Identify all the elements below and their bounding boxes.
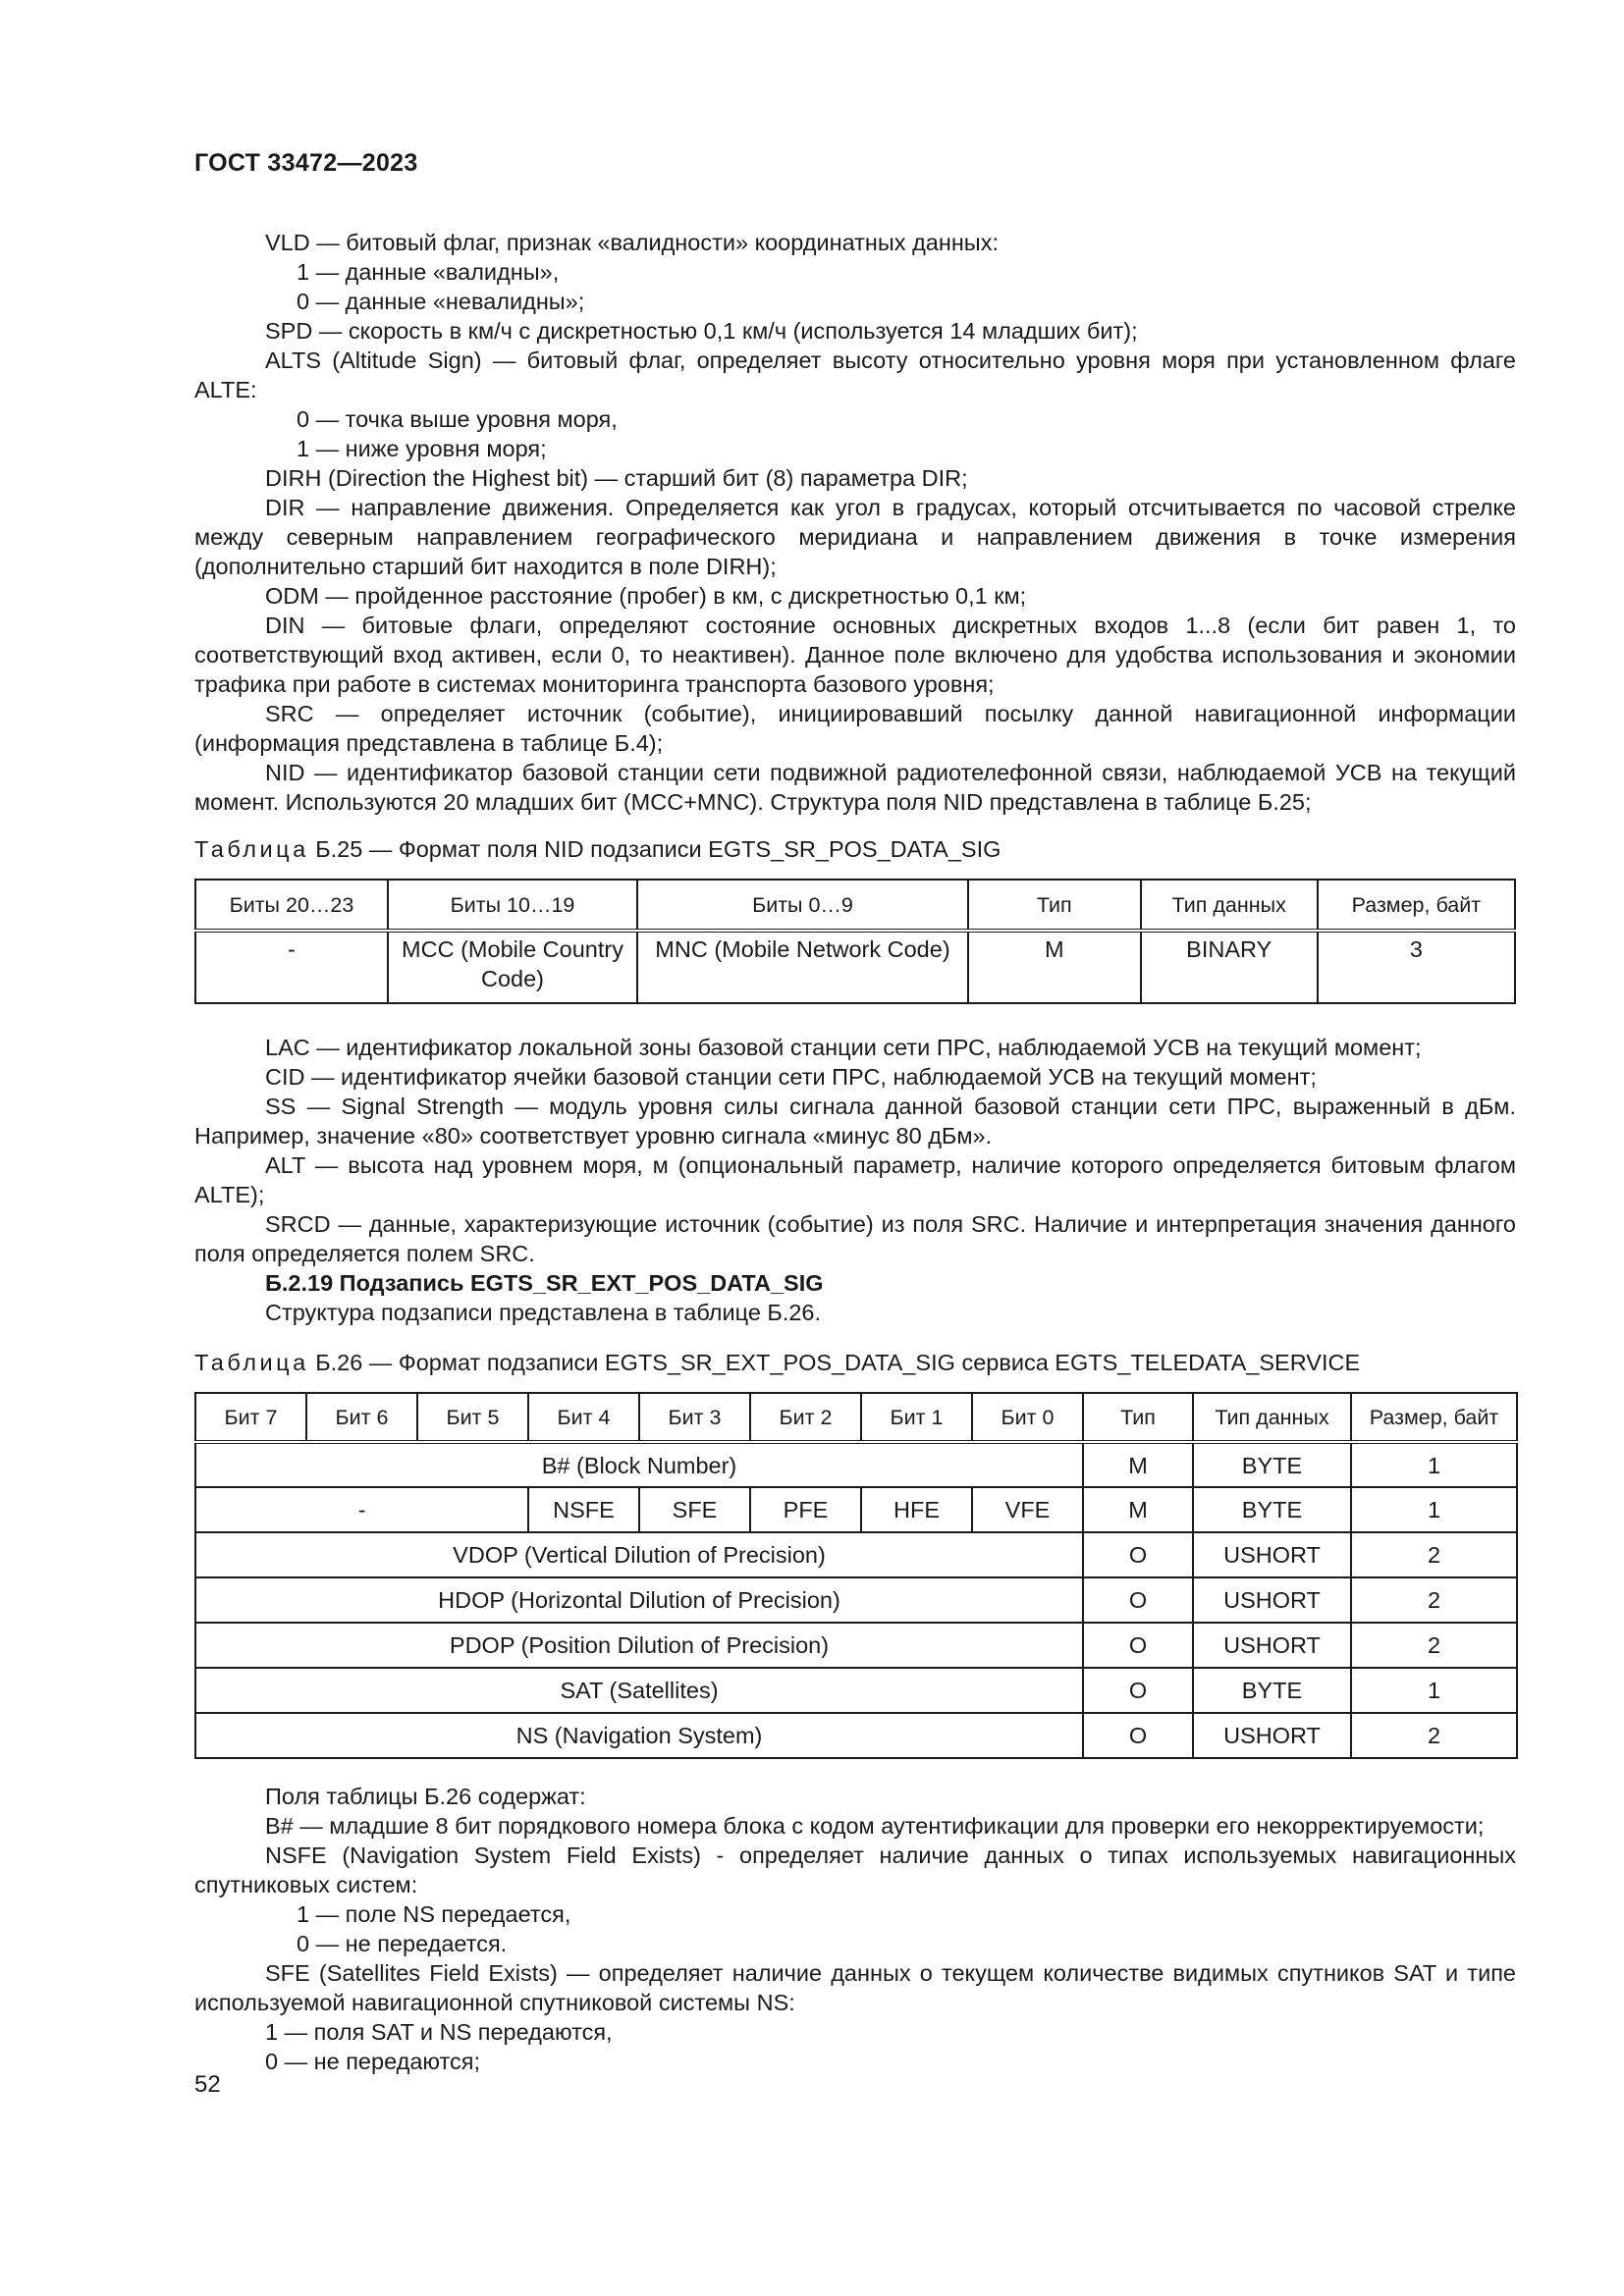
table-cell: USHORT (1193, 1532, 1351, 1577)
table-b25 (194, 879, 1516, 1004)
table-cell: 2 (1351, 1623, 1517, 1668)
table-row (195, 1577, 1517, 1623)
paragraph: ALT — высота над уровнем моря, м (опциональный параметр, наличие которого определяется битовым флагом ALTE); (194, 1152, 1516, 1207)
paragraph: Поля таблицы Б.26 содержат: (265, 1784, 586, 1809)
table-cell: HFE (861, 1487, 972, 1532)
paragraph: DIRH (Direction the Highest bit) — старший бит (8) параметра DIR; (265, 465, 968, 491)
header-cell: Бит 4 (528, 1393, 639, 1442)
paragraph: 0 — не передаются; (265, 2049, 481, 2074)
table-cell: NSFE (528, 1487, 639, 1532)
table-row (195, 1623, 1517, 1668)
table-cell: O (1083, 1668, 1193, 1713)
table-cell: 2 (1351, 1577, 1517, 1623)
paragraph: CID — идентификатор ячейки базовой станции сети ПРС, наблюдаемой УСВ на текущий момент; (265, 1064, 1317, 1090)
header-cell: Бит 0 (972, 1393, 1083, 1442)
header-cell: Размер, байт (1318, 880, 1515, 931)
table-cell: O (1083, 1713, 1193, 1758)
table-cell: NS (Navigation System) (195, 1713, 1083, 1758)
table-cell: SAT (Satellites) (195, 1668, 1083, 1713)
header-cell: Бит 5 (417, 1393, 528, 1442)
header-cell: Бит 1 (861, 1393, 972, 1442)
paragraph: 1 — поле NS передается, (297, 1901, 571, 1927)
caption-text: Б.26 — Формат подзаписи EGTS_SR_EXT_POS_DATA_SIG сервиса EGTS_TELEDATA_SERVICE (315, 1350, 1361, 1375)
paragraph: DIR — направление движения. Определяется как угол в градусах, который отсчитывается по часовой стрелке между северным направлением географического меридиана и направлением движения в точке измерения (дополнительно старший бит находится в поле DIRH); (194, 495, 1516, 579)
paragraph: Структура подзаписи представлена в таблице Б.26. (265, 1300, 822, 1325)
table-cell: USHORT (1193, 1623, 1351, 1668)
header-cell: Биты 20…23 (195, 880, 388, 931)
header-cell: Бит 3 (639, 1393, 750, 1442)
table-row (195, 931, 1515, 1003)
definitions-block-2 (194, 1033, 1516, 1327)
table-cell: HDOP (Horizontal Dilution of Precision) (195, 1577, 1083, 1623)
table-cell: BYTE (1193, 1442, 1351, 1487)
header-cell: Бит 6 (306, 1393, 417, 1442)
paragraph: NID — идентификатор базовой станции сети подвижной радиотелефонной связи, наблюдаемой УСВ на текущий момент. Используются 20 младших бит (MCC+MNC). Структура поля NID представлена в таблице Б.25; (194, 760, 1516, 815)
paragraph: 0 — точка выше уровня моря, (297, 406, 618, 432)
table-cell: - (195, 931, 388, 1003)
paragraph: LAC — идентификатор локальной зоны базовой станции сети ПРС, наблюдаемой УСВ на текущий момент; (265, 1035, 1422, 1060)
table-cell: MCC (Mobile Country Code) (388, 931, 637, 1003)
table-cell: 3 (1318, 931, 1515, 1003)
table-cell: BINARY (1141, 931, 1318, 1003)
table-row (195, 1713, 1517, 1758)
header-cell: Тип данных (1141, 880, 1318, 931)
table-cell: 2 (1351, 1532, 1517, 1577)
table-cell: O (1083, 1577, 1193, 1623)
paragraph: SPD — скорость в км/ч с дискретностью 0,1 км/ч (используется 14 младших бит); (265, 318, 1138, 344)
table-b25-caption (194, 836, 1001, 863)
page-number: 52 (194, 2071, 221, 2098)
paragraph: 1 — поля SAT и NS передаются, (265, 2019, 613, 2045)
paragraph: SRC — определяет источник (событие), инициировавший посылку данной навигационной информации (информация представлена в таблице Б.4); (194, 701, 1516, 756)
caption-prefix: Таблица (194, 836, 309, 862)
paragraph: 0 — данные «невалидны»; (297, 289, 585, 314)
table-cell: 1 (1351, 1668, 1517, 1713)
table-cell: BYTE (1193, 1487, 1351, 1532)
table-row (195, 1532, 1517, 1577)
caption-prefix: Таблица (194, 1350, 309, 1375)
header-cell: Биты 10…19 (388, 880, 637, 931)
paragraph: SS — Signal Strength — модуль уровня силы сигнала данной базовой станции сети ПРС, выраженный в дБм. Например, значение «80» соответствует уровню сигнала «минус 80 дБм». (194, 1094, 1516, 1148)
header-cell: Тип (968, 880, 1141, 931)
table-cell: M (968, 931, 1141, 1003)
table-cell: MNC (Mobile Network Code) (637, 931, 968, 1003)
header-cell: Биты 0…9 (637, 880, 968, 931)
table-cell: VDOP (Vertical Dilution of Precision) (195, 1532, 1083, 1577)
table-cell: O (1083, 1532, 1193, 1577)
table-header-row (195, 880, 1515, 931)
table-cell: - (195, 1487, 528, 1532)
table-cell: BYTE (1193, 1668, 1351, 1713)
paragraph: 0 — не передается. (297, 1931, 508, 1956)
paragraph: 1 — ниже уровня моря; (297, 436, 547, 461)
header-cell: Тип (1083, 1393, 1193, 1442)
table-cell: M (1083, 1487, 1193, 1532)
table-header-row (195, 1393, 1517, 1442)
table-cell: 1 (1351, 1487, 1517, 1532)
definitions-block-1 (194, 228, 1516, 817)
table-row (195, 1442, 1517, 1487)
paragraph: ALTS (Altitude Sign) — битовый флаг, определяет высоту относительно уровня моря при установленном флаге ALTE: (194, 347, 1516, 402)
header-cell: Тип данных (1193, 1393, 1351, 1442)
table-cell: 1 (1351, 1442, 1517, 1487)
paragraph: VLD — битовый флаг, признак «валидности» координатных данных: (265, 230, 999, 255)
paragraph: NSFE (Navigation System Field Exists) - определяет наличие данных о типах используемых навигационных спутниковых систем: (194, 1842, 1516, 1897)
table-cell: O (1083, 1623, 1193, 1668)
table-cell: USHORT (1193, 1713, 1351, 1758)
table-cell: SFE (639, 1487, 750, 1532)
section-heading: Б.2.19 Подзапись EGTS_SR_EXT_POS_DATA_SIG (265, 1270, 824, 1296)
table-cell: PDOP (Position Dilution of Precision) (195, 1623, 1083, 1668)
table-cell: M (1083, 1442, 1193, 1487)
paragraph: 1 — данные «валидны», (297, 259, 560, 285)
paragraph: SRCD — данные, характеризующие источник (событие) из поля SRC. Наличие и интерпретация значения данного поля определяется полем SRC. (194, 1211, 1516, 1266)
table-b26-caption (194, 1350, 1360, 1376)
table-row (195, 1487, 1517, 1532)
paragraph: DIN — битовые флаги, определяют состояние основных дискретных входов 1...8 (если бит равен 1, то соответствующий вход активен, если 0, то неактивен). Данное поле включено для удобства использования и экономии трафика при работе в системах мониторинга транспорта базового уровня; (194, 613, 1516, 697)
paragraph: SFE (Satellites Field Exists) — определяет наличие данных о текущем количестве видимых спутников SAT и типе используемой навигационной спутниковой системы NS: (194, 1960, 1516, 2015)
caption-text: Б.25 — Формат поля NID подзаписи EGTS_SR_POS_DATA_SIG (315, 836, 1001, 862)
paragraph: ODM — пройденное расстояние (пробег) в км, с дискретностью 0,1 км; (265, 583, 1027, 609)
table-row (195, 1668, 1517, 1713)
header-cell: Бит 7 (195, 1393, 306, 1442)
paragraph: B# — младшие 8 бит порядкового номера блока с кодом аутентификации для проверки его некорректируемости; (265, 1813, 1485, 1839)
table-cell: USHORT (1193, 1577, 1351, 1623)
document-header: ГОСТ 33472—2023 (194, 149, 418, 177)
table-cell: VFE (972, 1487, 1083, 1532)
definitions-block-3 (194, 1782, 1516, 2076)
header-cell: Бит 2 (750, 1393, 861, 1442)
table-cell: PFE (750, 1487, 861, 1532)
table-b26 (194, 1392, 1518, 1759)
header-cell: Размер, байт (1351, 1393, 1517, 1442)
table-cell: 2 (1351, 1713, 1517, 1758)
table-cell: B# (Block Number) (195, 1442, 1083, 1487)
